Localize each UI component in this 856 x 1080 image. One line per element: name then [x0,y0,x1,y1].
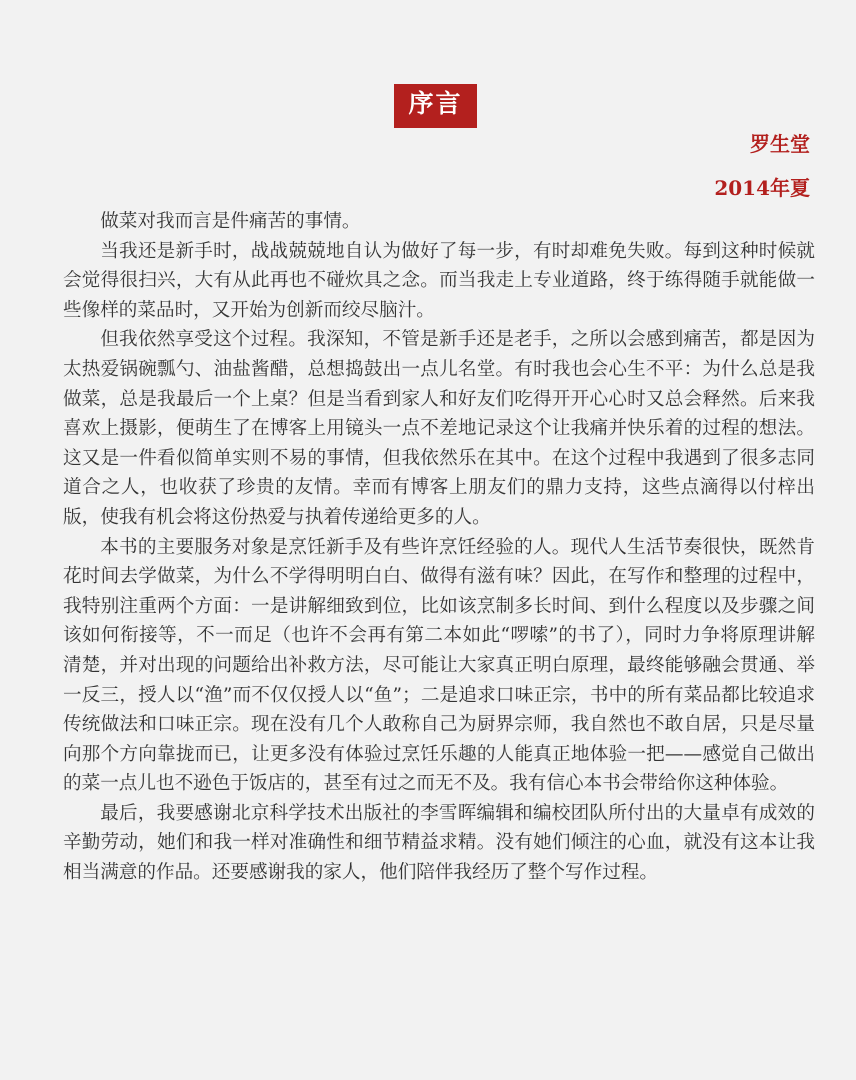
paragraph-1: 做菜对我而言是件痛苦的事情。 [100,211,361,232]
paragraph-3: 但我依然享受这个过程。我深知，不管是新手还是老手，之所以会感到痛苦，都是因为太热爱锅碗瓢勺、油盐酱醋，总想捣鼓出一点儿名堂。有时我也会心生不平：为什么总是我做菜，总是我最后一个上桌？但是当看到家人和好友们吃得开开心心时又总会释然。后来我喜欢上摄影，便萌生了在博客上用镜头一点不差地记录这个让我痛并快乐着的过程的想法。这又是一件看似简单实则不易的事情，但我依然乐在其中。在这个过程中我遇到了很多志同道合之人，也收获了珍贵的友情。幸而有博客上朋友们的鼎力支持，这些点滴得以付梓出版，使我有机会将这份热爱与执着传递给更多的人。 [63,329,815,528]
paragraph-4: 本书的主要服务对象是烹饪新手及有些许烹饪经验的人。现代人生活节奏很快，既然肯花时间去学做菜，为什么不学得明明白白、做得有滋有味？因此，在写作和整理的过程中，我特别注重两个方面：一是讲解细致到位，比如该烹制多长时间、到什么程度以及步骤之间该如何衔接等，不一而足（也许不会再有第二本如此“啰嗦”的书了），同时力争将原理讲解清楚，并对出现的问题给出补救方法，尽可能让大家真正明白原理，最终能够融会贯通、举一反三，授人以“渔”而不仅仅授人以“鱼”；二是追求口味正宗，书中的所有菜品都比较追求传统做法和口味正宗。现在没有几个人敢称自己为厨界宗师，我自然也不敢自居，只是尽量向那个方向靠拢而已，让更多没有体验过烹饪乐趣的人能真正地体验一把——感觉自己做出的菜一点儿也不逊色于饭店的，甚至有过之而无不及。我有信心本书会带给你这种体验。 [63,536,815,795]
date-signature: 2014年夏 [714,176,810,200]
preface-title: 序言 [394,84,477,128]
paragraph-2: 当我还是新手时，战战兢兢地自认为做好了每一步，有时却难免失败。每到这种时候就会觉得很扫兴，大有从此再也不碰炊具之念。而当我走上专业道路，终于练得随手就能做一些像样的菜品时，又开始为创新而绞尽脑汁。 [63,240,815,321]
paragraph-5: 最后，我要感谢北京科学技术出版社的李雪晖编辑和编校团队所付出的大量卓有成效的辛勤劳动，她们和我一样对准确性和细节精益求精。没有她们倾注的心血，就没有这本让我相当满意的作品。还要感谢我的家人，他们陪伴我经历了整个写作过程。 [63,802,815,884]
author-signature: 罗生堂 [750,132,810,156]
preface-body [63,207,815,888]
